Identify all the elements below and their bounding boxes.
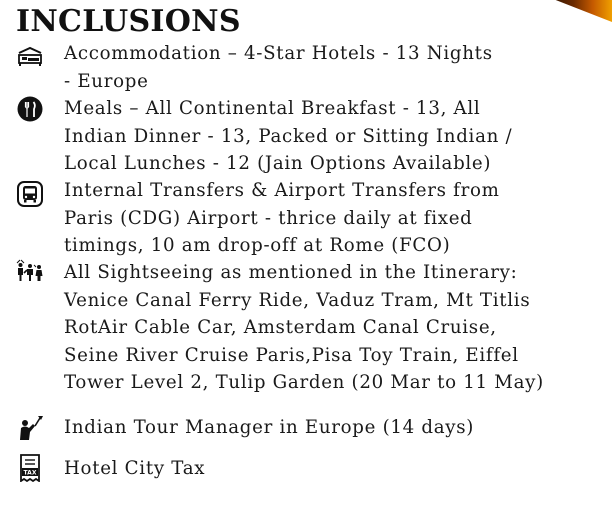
tour-manager-icon: [16, 414, 44, 442]
sightseeing-icon: [16, 257, 44, 285]
inclusion-text-line: Meals – All Continental Breakfast - 13, All: [64, 98, 481, 119]
inclusion-text-line: Tower Level 2, Tulip Garden (20 Mar to 11 May): [64, 372, 544, 393]
inclusion-text-line: Paris (CDG) Airport - thrice daily at fixed: [64, 207, 473, 229]
inclusion-text-line: Indian Dinner - 13, Packed or Sitting Indian /: [64, 125, 513, 147]
inclusion-text-line: Seine River Cruise Paris,Pisa Toy Train, Eiffel: [64, 344, 519, 366]
corner-decoration: [548, 0, 612, 22]
bus-icon: [16, 180, 44, 208]
tax-label: TAX: [23, 469, 37, 477]
inclusion-text-line: timings, 10 am drop-off at Rome (FCO): [64, 235, 451, 256]
inclusion-text-line: All Sightseeing as mentioned in the Itinerary:: [64, 262, 518, 283]
inclusion-text-line: - Europe: [64, 70, 149, 92]
tax-receipt-icon: [16, 454, 44, 482]
inclusion-text-line: Accommodation – 4-Star Hotels - 13 Nights: [64, 43, 493, 64]
inclusion-text-line: Local Lunches - 12 (Jain Options Available): [64, 153, 492, 174]
hotel-bed-icon: [16, 42, 44, 70]
inclusion-text-line: Venice Canal Ferry Ride, Vaduz Tram, Mt Titlis: [64, 289, 531, 311]
inclusion-text-line: RotAir Cable Car, Amsterdam Canal Cruise,: [64, 317, 497, 338]
fork-knife-icon: [16, 95, 44, 123]
inclusion-text-line: Indian Tour Manager in Europe (14 days): [64, 417, 475, 438]
inclusion-text-line: Internal Transfers & Airport Transfers from: [64, 180, 500, 201]
page-title: INCLUSIONS: [16, 4, 241, 39]
inclusion-text-line: Hotel City Tax: [64, 458, 206, 479]
